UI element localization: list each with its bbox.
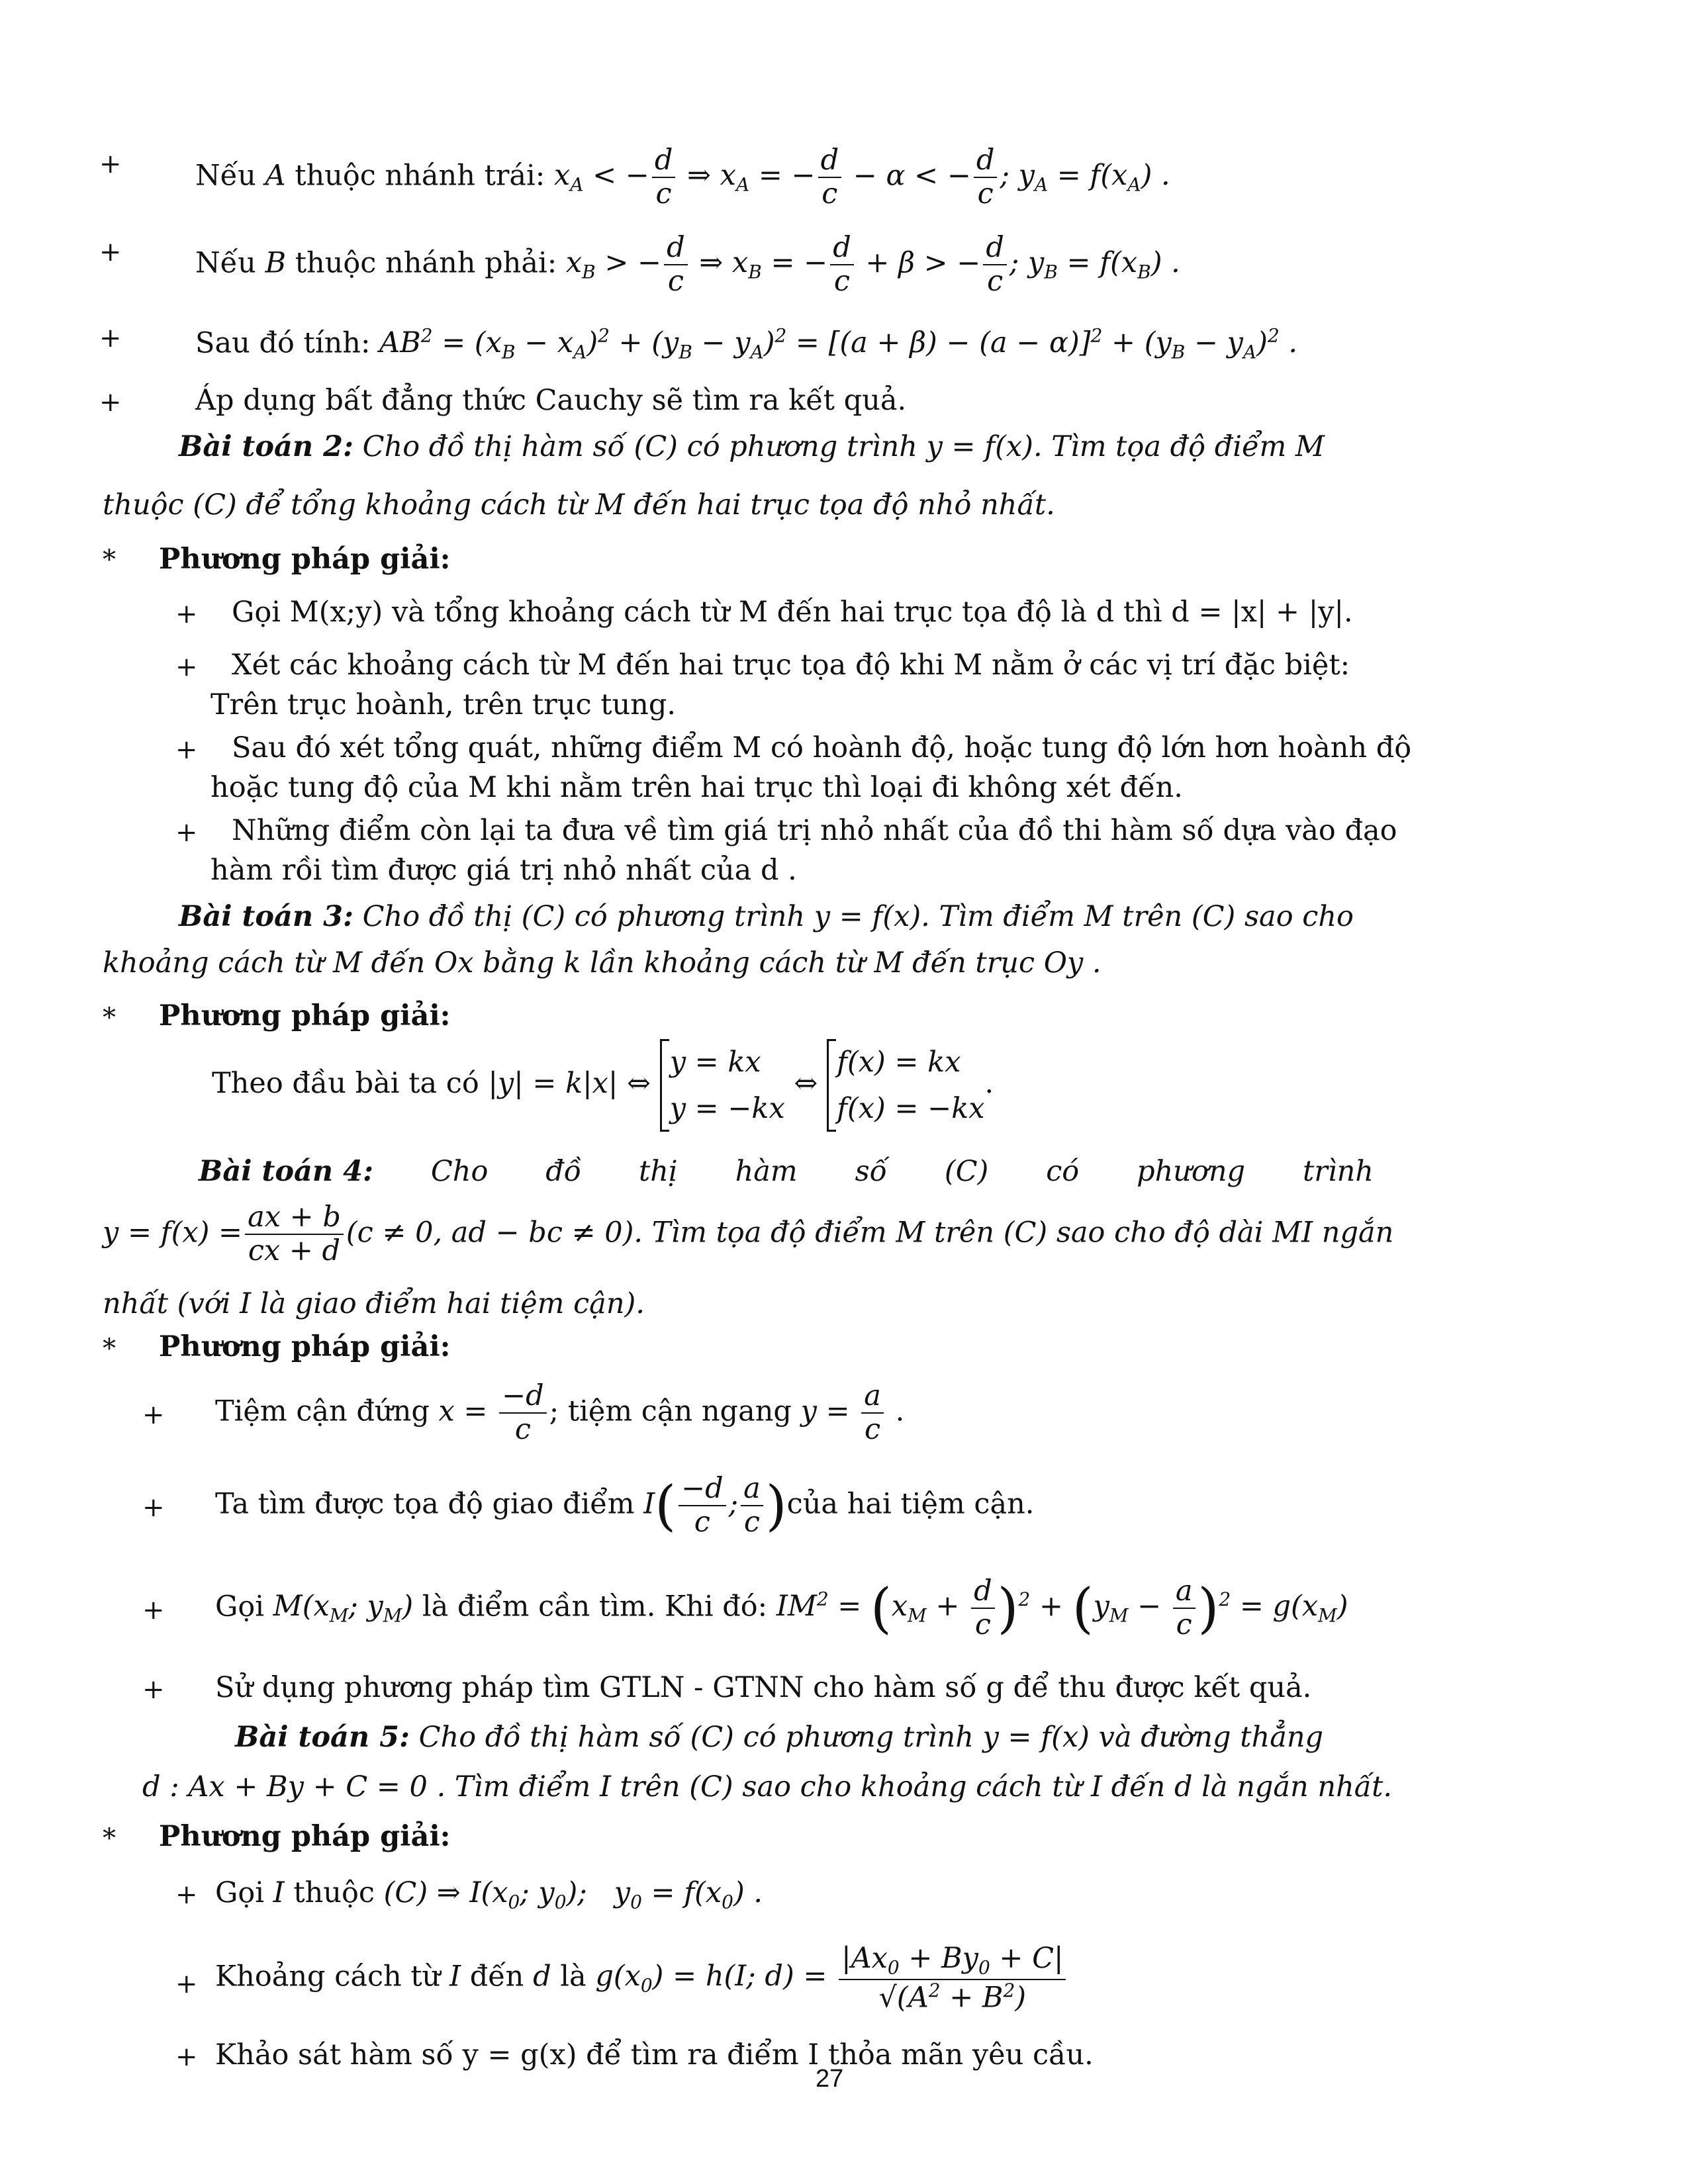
line-cauchy: Áp dụng bất đẳng thức Cauchy sẽ tìm ra kết quả.	[195, 384, 907, 417]
bullet-plus: +	[175, 817, 198, 848]
bt5-item2: Khoảng cách từ I đến d là $g(x_0) = h(I$; d) = $\frac{|Ax_0 + By_0 + C|}{√(A^2 + B^2)}$	[215, 1942, 1068, 2015]
bt2-item3a: Sau đó xét tổng quát, những điểm M có hoành độ, hoặc tung độ lớn hơn hoành độ	[232, 731, 1412, 764]
bt5-line2: d : Ax + By + C = 0 . Tìm điểm I trên (C) sao cho khoảng cách từ I đến d là ngắn nhất.	[142, 1770, 1393, 1803]
bt5-heading: Bài toán 5: Cho đồ thị hàm số (C) có phương trình y = f(x) và đường thẳng	[235, 1721, 1324, 1754]
bullet-plus: +	[142, 1492, 165, 1523]
bullet-plus: +	[99, 323, 122, 353]
bullet-asterisk: *	[103, 1334, 116, 1364]
bt4-item4: Sử dụng phương pháp tìm GTLN - GTNN cho hàm số g để thu được kết quả.	[215, 1671, 1312, 1704]
bt4-heading: Bài toán 4: Cho đồ thị hàm số (C) có phương trình	[199, 1155, 1374, 1188]
line-branch-left: Nếu A thuộc nhánh trái: $x_A$ < − $\frac{d}{c}$ ⇒ $x_A$ = − $\frac{d}{c}$ − α < − $\frac{d}{c}$ ; $y_A = f(x_A)$ .	[195, 144, 1170, 211]
bt5-item1: Gọi I thuộc (C) ⇒ $I(x_0$; $y_0$); $y_0 = f(x_0)$ .	[215, 1876, 763, 1913]
bt2-heading: Bài toán 2: Cho đồ thị hàm số (C) có phương trình y = f(x). Tìm tọa độ điểm M	[179, 430, 1325, 463]
bullet-asterisk: *	[103, 545, 116, 575]
bt5-method-title: Phương pháp giải:	[159, 1820, 451, 1853]
bt4-item1: Tiệm cận đứng x = $\frac{-d}{c}$ ; tiệm cận ngang y = $\frac{a}{c}$ .	[215, 1379, 905, 1447]
bullet-plus: +	[175, 652, 198, 682]
bullet-plus: +	[142, 1595, 165, 1625]
bt2-method-title: Phương pháp giải:	[159, 543, 451, 576]
bt2-line2: thuộc (C) để tổng khoảng cách từ M đến hai trục tọa độ nhỏ nhất.	[103, 488, 1055, 522]
bt4-item3: Gọi $M(x_M$; $y_M$) là điểm cần tìm. Khi đó: $IM^2 = (x_M$ + $\frac{d}{c}$ )$^2 + (y_M$ − $\frac{a}{c}$ )$^2 = g(x_M)$	[215, 1574, 1348, 1642]
bt2-item2b: Trên trục hoành, trên trục tung.	[211, 688, 677, 721]
bt2-item4a: Những điểm còn lại ta đưa về tìm giá trị nhỏ nhất của đồ thi hàm số dựa vào đạo	[232, 814, 1397, 847]
line-branch-right: Nếu B thuộc nhánh phải: $x_B$ > − $\frac{d}{c}$ ⇒ $x_B$ = − $\frac{d}{c}$ + β > − $\frac{d}{c}$ ; $y_B = f(x_B)$ .	[195, 231, 1180, 298]
bt2-item3b: hoặc tung độ của M khi nằm trên hai trục thì loại đi không xét đến.	[211, 771, 1183, 804]
bullet-plus: +	[175, 735, 198, 765]
bt4-line2: y = f(x) = $\frac{ax + b}{cx + d}$ (c ≠ 0, ad − bc ≠ 0). Tìm tọa độ điểm M trên (C) sao cho độ dài MI ngắn	[103, 1201, 1394, 1268]
bt4-method-title: Phương pháp giải:	[159, 1330, 451, 1363]
bullet-plus: +	[142, 1400, 165, 1430]
bullet-plus: +	[142, 1674, 165, 1705]
line-ab-squared: Sau đó tính: $AB^2 = (x_B - x_A)^2 + (y_B - y_A)^2 = [(a + \beta) - (a - \alpha)]^2 + (y_B - y_A)^2$ .	[195, 325, 1298, 363]
bt2-item2a: Xét các khoảng cách từ M đến hai trục tọa độ khi M nằm ở các vị trí đặc biệt:	[232, 649, 1350, 682]
bt5-item3: Khảo sát hàm số y = g(x) để tìm ra điểm I thỏa mãn yêu cầu.	[215, 2038, 1094, 2071]
bt3-formula: Theo đầu bài ta có |y| = k|x| ⇔ y = kx y = −kx ⇔ f(x) = kx f(x) = −kx .	[212, 1039, 994, 1132]
bullet-plus: +	[99, 149, 122, 179]
bt3-line2: khoảng cách từ M đến Ox bằng k lần khoảng cách từ M đến trục Oy .	[103, 946, 1102, 979]
bullet-plus: +	[99, 237, 122, 267]
bt2-item1: Gọi M(x;y) và tổng khoảng cách từ M đến hai trục tọa độ là d thì d = |x| + |y|.	[232, 596, 1353, 629]
bt2-item4b: hàm rồi tìm được giá trị nhỏ nhất của d .	[211, 854, 797, 887]
bullet-plus: +	[175, 1880, 198, 1910]
bullet-plus: +	[175, 2042, 198, 2072]
bullet-plus: +	[175, 1969, 198, 1999]
bullet-asterisk: *	[103, 1003, 116, 1033]
bullet-asterisk: *	[103, 1823, 116, 1854]
bt3-heading: Bài toán 3: Cho đồ thị (C) có phương trình y = f(x). Tìm điểm M trên (C) sao cho	[179, 900, 1354, 933]
bullet-plus: +	[99, 387, 122, 418]
bt4-item2: Ta tìm được tọa độ giao điểm I( $\frac{-d}{c}$ ; $\frac{a}{c}$ )của hai tiệm cận.	[215, 1472, 1035, 1539]
bullet-plus: +	[175, 599, 198, 629]
page-number: 27	[816, 2065, 844, 2093]
bt4-line3: nhất (với I là giao điểm hai tiệm cận).	[103, 1287, 645, 1320]
bt3-method-title: Phương pháp giải:	[159, 999, 451, 1032]
